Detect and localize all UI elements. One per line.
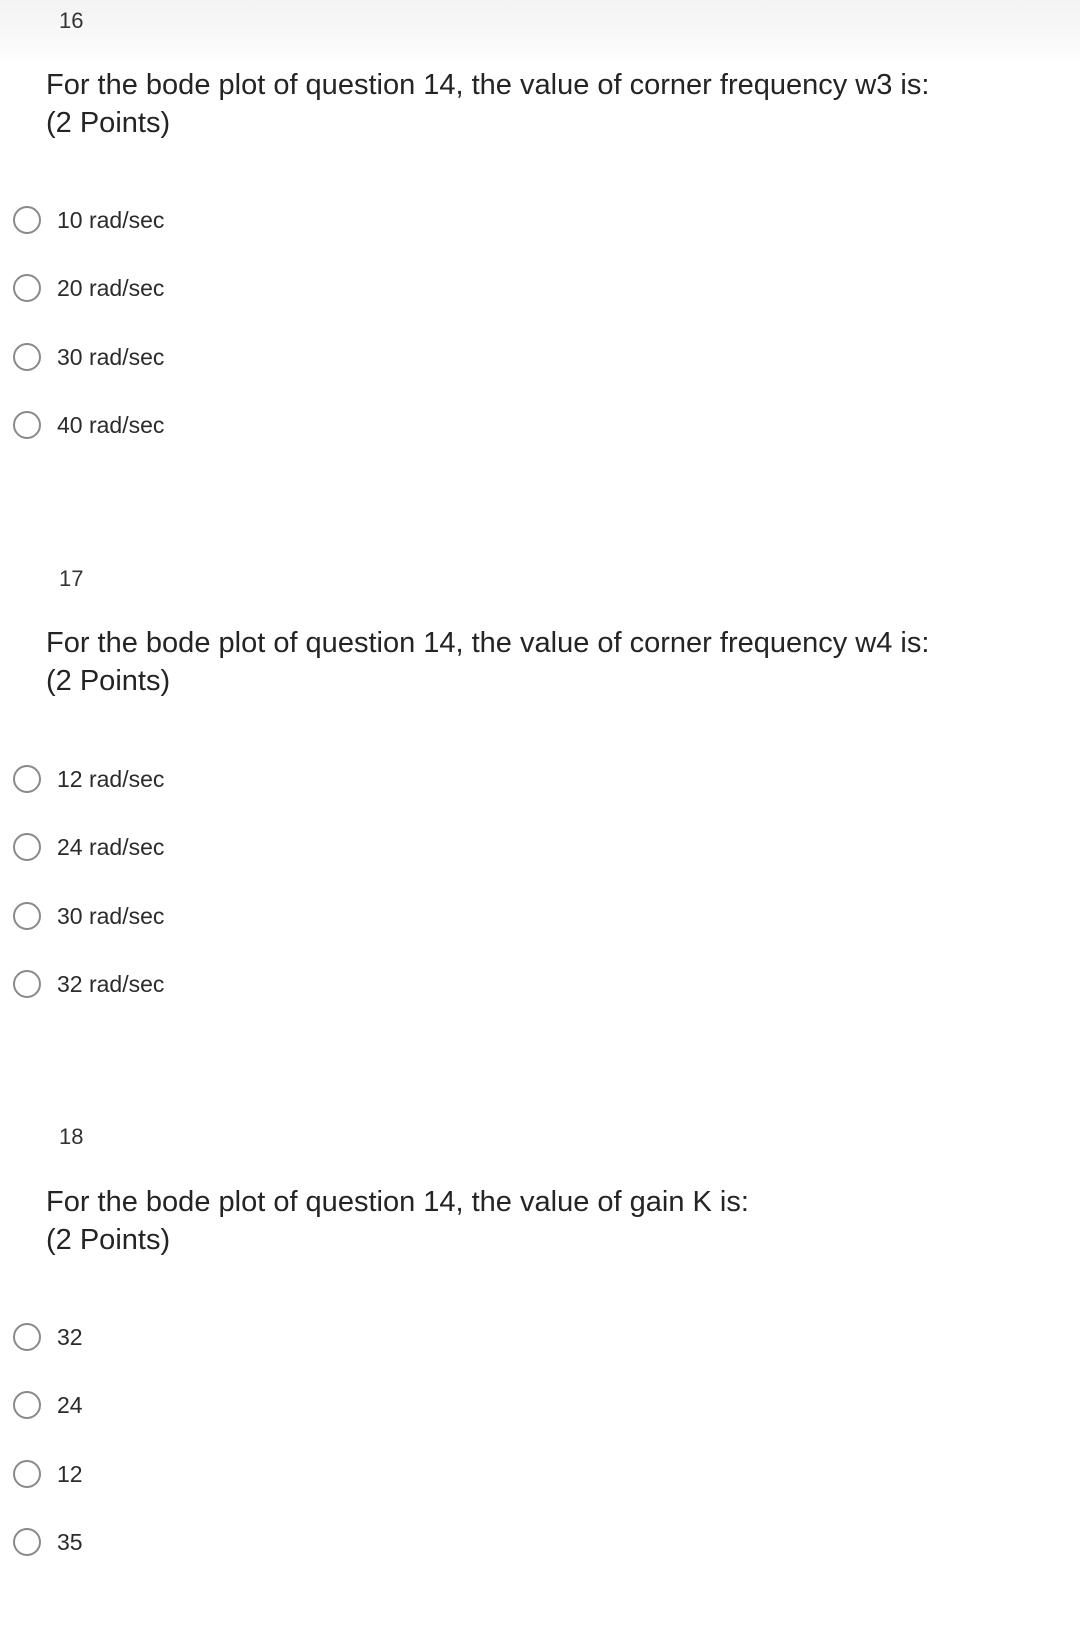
radio-circle-icon[interactable] (13, 902, 41, 930)
question-number: 17 (59, 566, 84, 591)
option-radio[interactable] (13, 270, 164, 306)
question-points: (2 Points) (46, 665, 171, 697)
option-label: 30 rad/sec (57, 902, 165, 929)
option-radio[interactable] (13, 1319, 83, 1355)
radio-circle-icon[interactable] (13, 765, 41, 793)
radio-circle-icon[interactable] (13, 1391, 41, 1419)
option-label: 32 (57, 1323, 83, 1350)
radio-circle-icon[interactable] (13, 970, 41, 998)
option-label: 12 rad/sec (57, 765, 165, 792)
option-label: 24 (57, 1391, 83, 1418)
radio-circle-icon[interactable] (13, 1528, 41, 1556)
option-radio[interactable] (13, 966, 164, 1002)
option-label: 35 (57, 1528, 83, 1555)
radio-circle-icon[interactable] (13, 1323, 41, 1351)
radio-circle-icon[interactable] (13, 274, 41, 302)
option-label: 40 rad/sec (57, 411, 165, 438)
option-radio[interactable] (13, 339, 164, 375)
option-label: 20 rad/sec (57, 274, 165, 301)
question-number: 18 (59, 1124, 84, 1149)
question-prompt: For the bode plot of question 14, the value of gain K is: (46, 1186, 749, 1218)
option-radio[interactable] (13, 407, 164, 443)
option-radio[interactable] (13, 761, 164, 797)
option-label: 24 rad/sec (57, 833, 165, 860)
option-radio[interactable] (13, 1387, 83, 1423)
option-label: 32 rad/sec (57, 970, 165, 997)
radio-circle-icon[interactable] (13, 343, 41, 371)
option-radio[interactable] (13, 898, 164, 934)
question-prompt: For the bode plot of question 14, the value of corner frequency w4 is: (46, 627, 930, 659)
option-label: 10 rad/sec (57, 206, 165, 233)
question-text (46, 66, 929, 142)
question-text (46, 624, 929, 700)
question-text (46, 1183, 749, 1259)
question-points: (2 Points) (46, 107, 171, 139)
radio-circle-icon[interactable] (13, 206, 41, 234)
question-prompt: For the bode plot of question 14, the value of corner frequency w3 is: (46, 69, 930, 101)
option-radio[interactable] (13, 202, 164, 238)
option-label: 30 rad/sec (57, 343, 165, 370)
question-points: (2 Points) (46, 1224, 171, 1256)
option-label: 12 (57, 1460, 83, 1487)
option-radio[interactable] (13, 829, 164, 865)
option-radio[interactable] (13, 1456, 83, 1492)
radio-circle-icon[interactable] (13, 1460, 41, 1488)
option-radio[interactable] (13, 1524, 83, 1560)
question-number: 16 (59, 8, 84, 33)
top-header-strip (0, 0, 1080, 66)
radio-circle-icon[interactable] (13, 833, 41, 861)
radio-circle-icon[interactable] (13, 411, 41, 439)
